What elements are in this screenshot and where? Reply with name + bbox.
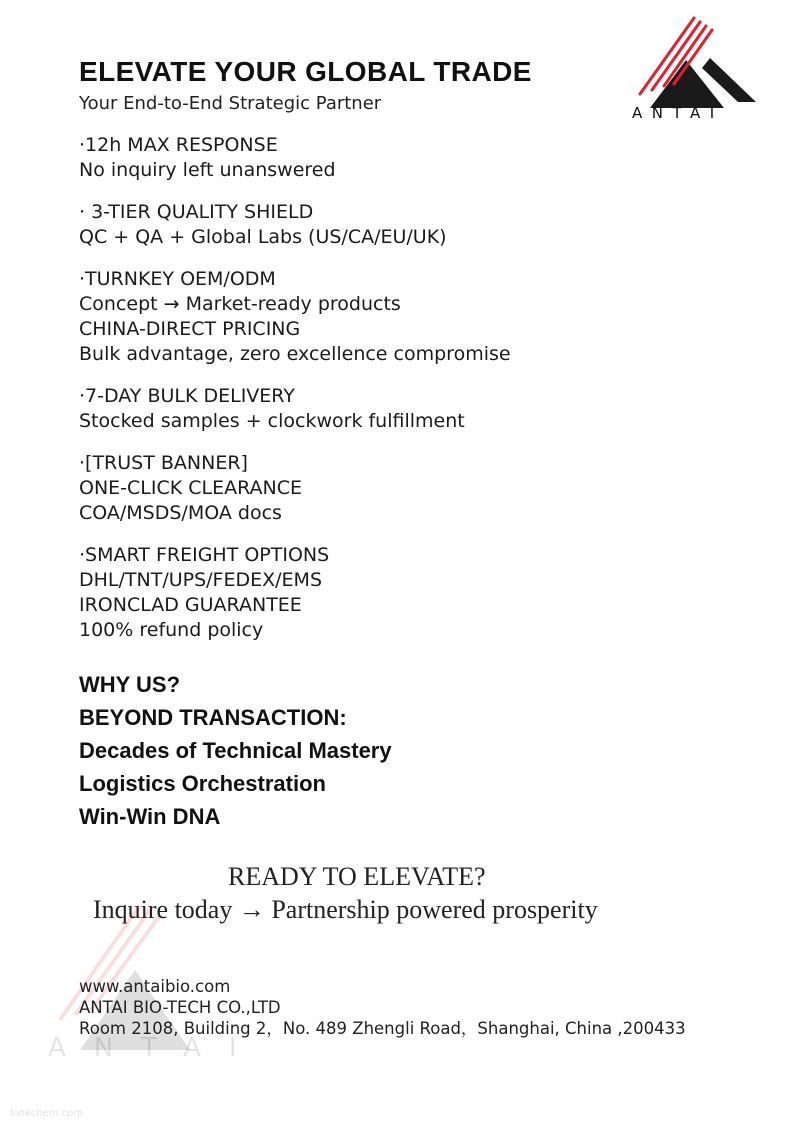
why-us-heading: WHY US? bbox=[79, 672, 181, 697]
feature-list bbox=[79, 133, 511, 660]
feature-block bbox=[79, 133, 511, 183]
feature-line: QC + QA + Global Labs (US/CA/EU/UK) bbox=[79, 226, 447, 248]
why-us-section bbox=[79, 668, 392, 833]
footer-contact bbox=[79, 976, 686, 1039]
page-title: ELEVATE YOUR GLOBAL TRADE bbox=[79, 56, 532, 87]
feature-line: Concept → Market-ready products bbox=[79, 293, 401, 315]
feature-heading: ·7-DAY BULK DELIVERY bbox=[79, 385, 295, 407]
feature-line: IRONCLAD GUARANTEE bbox=[79, 594, 302, 616]
feature-heading: ·TURNKEY OEM/ODM bbox=[79, 268, 276, 290]
why-us-line: Decades of Technical Mastery bbox=[79, 738, 392, 763]
page-subtitle: Your End-to-End Strategic Partner bbox=[79, 93, 382, 114]
feature-block bbox=[79, 267, 511, 367]
why-us-line: Logistics Orchestration bbox=[79, 771, 326, 796]
feature-line: Stocked samples + clockwork fulfillment bbox=[79, 410, 465, 432]
feature-block bbox=[79, 384, 511, 434]
feature-line: ONE-CLICK CLEARANCE bbox=[79, 477, 303, 499]
feature-heading: ·SMART FREIGHT OPTIONS bbox=[79, 544, 330, 566]
watermark-wordmark: ANTAI bbox=[48, 1033, 265, 1063]
feature-block bbox=[79, 451, 511, 526]
feature-line: COA/MSDS/MOA docs bbox=[79, 502, 282, 524]
company-name: ANTAI BIO-TECH CO.,LTD bbox=[79, 998, 281, 1017]
feature-line: CHINA-DIRECT PRICING bbox=[79, 318, 301, 340]
feature-block bbox=[79, 200, 511, 250]
logo-wordmark: ANTAI bbox=[632, 104, 724, 122]
why-us-line: Win-Win DNA bbox=[79, 804, 221, 829]
feature-heading: ·12h MAX RESPONSE bbox=[79, 134, 278, 156]
website-link[interactable]: www.antaibio.com bbox=[79, 977, 231, 996]
cta-subline: Inquire today → Partnership powered prosperity bbox=[93, 895, 598, 924]
feature-heading: · 3-TIER QUALITY SHIELD bbox=[79, 201, 314, 223]
company-address: Room 2108, Building 2，No. 489 Zhengli Road，Shanghai, China ,200433 bbox=[79, 1019, 686, 1038]
cta-heading: READY TO ELEVATE? bbox=[228, 862, 486, 891]
feature-line: No inquiry left unanswered bbox=[79, 159, 336, 181]
corner-watermark: lookchem.com bbox=[10, 1108, 84, 1119]
feature-block bbox=[79, 543, 511, 643]
feature-line: Bulk advantage, zero excellence compromise bbox=[79, 343, 511, 365]
why-us-line: BEYOND TRANSACTION: bbox=[79, 705, 347, 730]
feature-line: DHL/TNT/UPS/FEDEX/EMS bbox=[79, 569, 323, 591]
feature-heading: ·[TRUST BANNER] bbox=[79, 452, 248, 474]
feature-line: 100% refund policy bbox=[79, 619, 264, 641]
